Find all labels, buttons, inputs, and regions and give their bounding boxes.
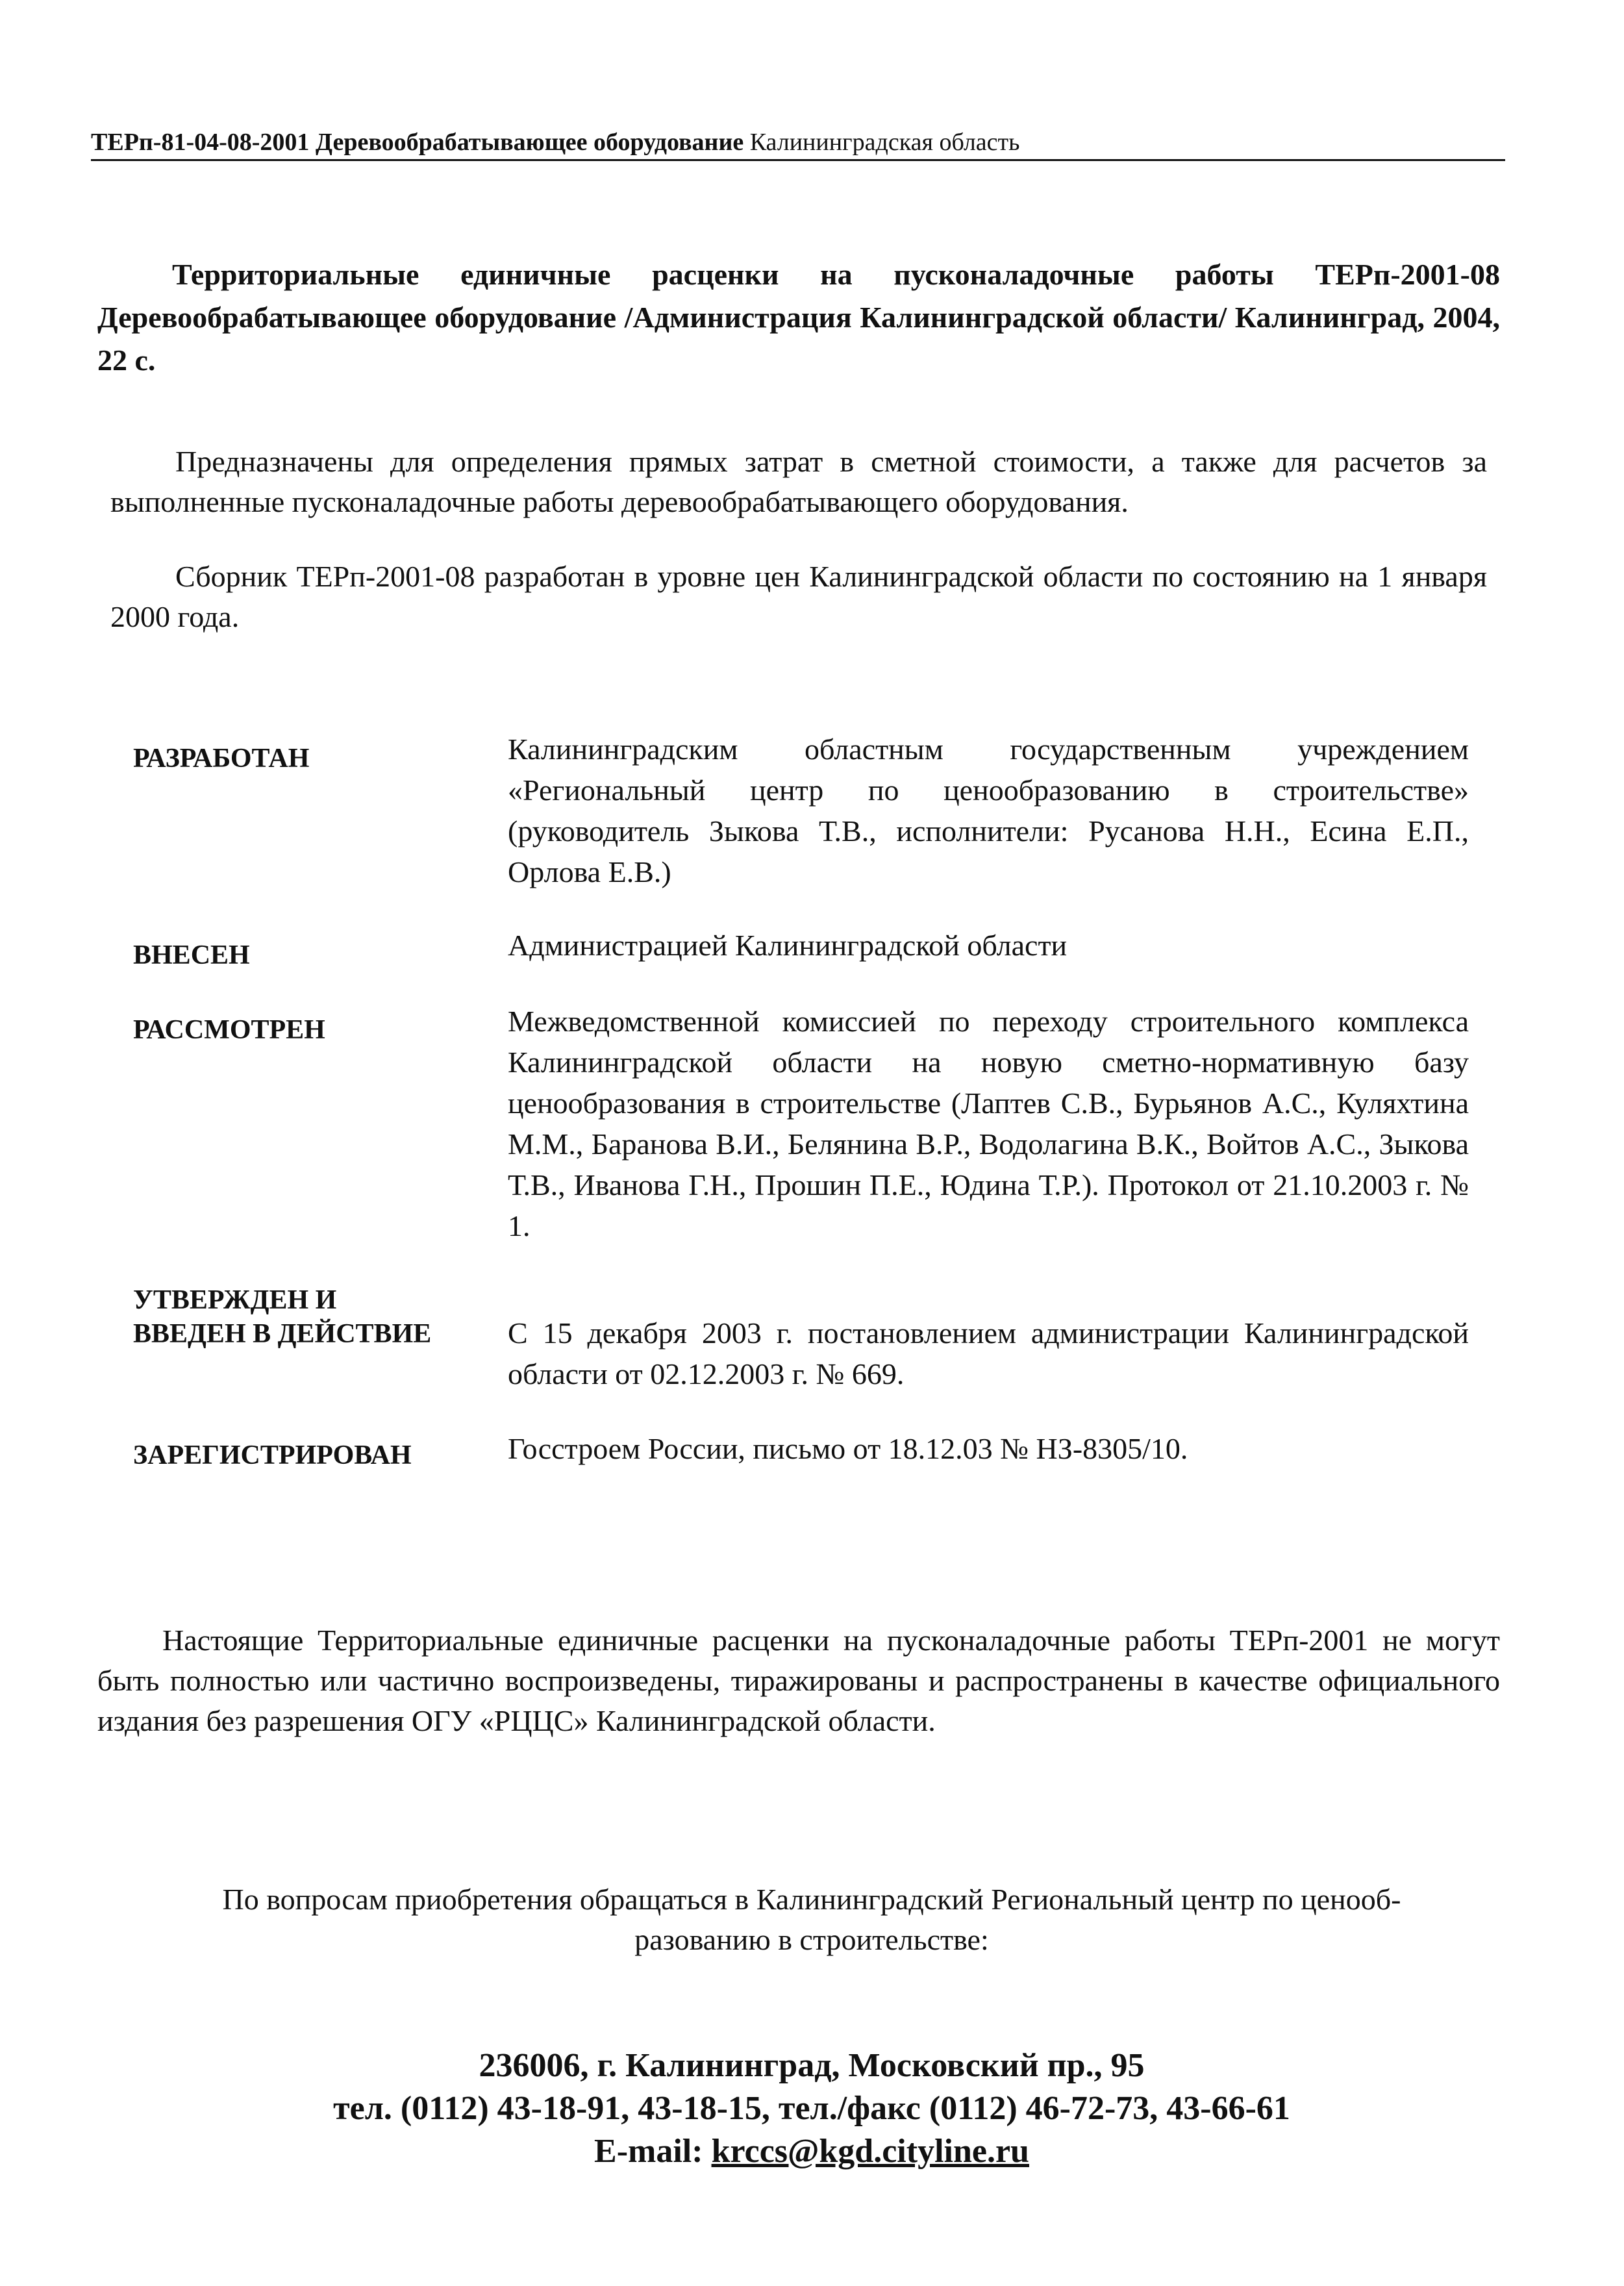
approved-text: С 15 декабря 2003 г. постановлением администрации Калининградской области от 02.12.2003 г. № 669. — [508, 1316, 1469, 1390]
registered-label: ЗАРЕГИСТРИРОВАН — [133, 1440, 412, 1470]
inquiries-line1: По вопросам приобретения обращаться в Калининградский Региональный центр по ценооб- — [222, 1883, 1401, 1916]
submitted-text: Администрацией Калининградской области — [508, 929, 1068, 962]
developed-label: РАЗРАБОТАН — [133, 744, 310, 773]
header-code: ТЕРп-81-04-08-2001 Деревообрабатывающее оборудование — [91, 129, 744, 156]
contact-address: 236006, г. Калининград, Московский пр., 95 — [479, 2047, 1145, 2084]
inquiries-line2: разованию в строительстве: — [634, 1923, 989, 1956]
contact-phones: тел. (0112) 43-18-91, 43-18-15, тел./факс (0112) 46-72-73, 43-66-61 — [333, 2090, 1290, 2127]
purpose-paragraph: Предназначены для определения прямых затрат в сметной стоимости, а также для расчетов за выполненные пусконаладочные работы деревообрабатывающего оборудования. — [110, 445, 1487, 518]
header-rule — [91, 159, 1505, 161]
registered-text: Госстроем России, письмо от 18.12.03 № НЗ-8305/10. — [508, 1432, 1188, 1465]
reviewed-text: Межведомственной комиссией по переходу строительного комплекса Калининградской области на новую сметно-нормативную базу ценообразования в строительстве (Лаптев С.В., Бурьянов А.С., Куляхтина М.М., Баранова В.И., Белянина В.Р., Водолагина В.К., Войтов А.С., Зыкова Т.В., Иванова Г.Н., Прошин П.Е., Юдина Т.Р.). Протокол от 21.10.2003 г. № 1. — [508, 1005, 1469, 1242]
header-region: Калининградская область — [749, 129, 1020, 156]
running-header — [91, 127, 1505, 157]
contact-email-line — [97, 2130, 1526, 2173]
approved-label-line2: ВВЕДЕН В ДЕЙСТВИЕ — [133, 1319, 432, 1349]
approved-label-line1: УТВЕРЖДЕН И — [133, 1285, 337, 1315]
submitted-label: ВНЕСЕН — [133, 940, 250, 970]
reviewed-label: РАССМОТРЕН — [133, 1015, 325, 1045]
document-title: Территориальные единичные расценки на пусконаладочные работы ТЕРп-2001-08 Деревообрабатывающее оборудование /Администрация Калининградской области/ Калининград, 2004, 22 с. — [97, 258, 1500, 377]
email-label: E-mail: — [594, 2133, 703, 2170]
developed-text: Калининградским областным государственным учреждением «Региональный центр по ценообразованию в строительстве» (руководитель Зыкова Т.В., исполнители: Русанова Н.Н., Есина Е.П., Орлова Е.В.) — [508, 733, 1469, 888]
email-link[interactable]: krccs@kgd.cityline.ru — [711, 2133, 1029, 2170]
copyright-notice: Настоящие Территориальные единичные расценки на пусконаладочные работы ТЕРп-2001 не могут быть полностью или частично воспроизведены, тиражированы и распространены в качестве официального издания без разрешения ОГУ «РЦЦС» Калининградской области. — [97, 1624, 1500, 1737]
price-level-paragraph: Сборник ТЕРп-2001-08 разработан в уровне цен Калининградской области по состоянию на 1 января 2000 года. — [110, 560, 1487, 633]
